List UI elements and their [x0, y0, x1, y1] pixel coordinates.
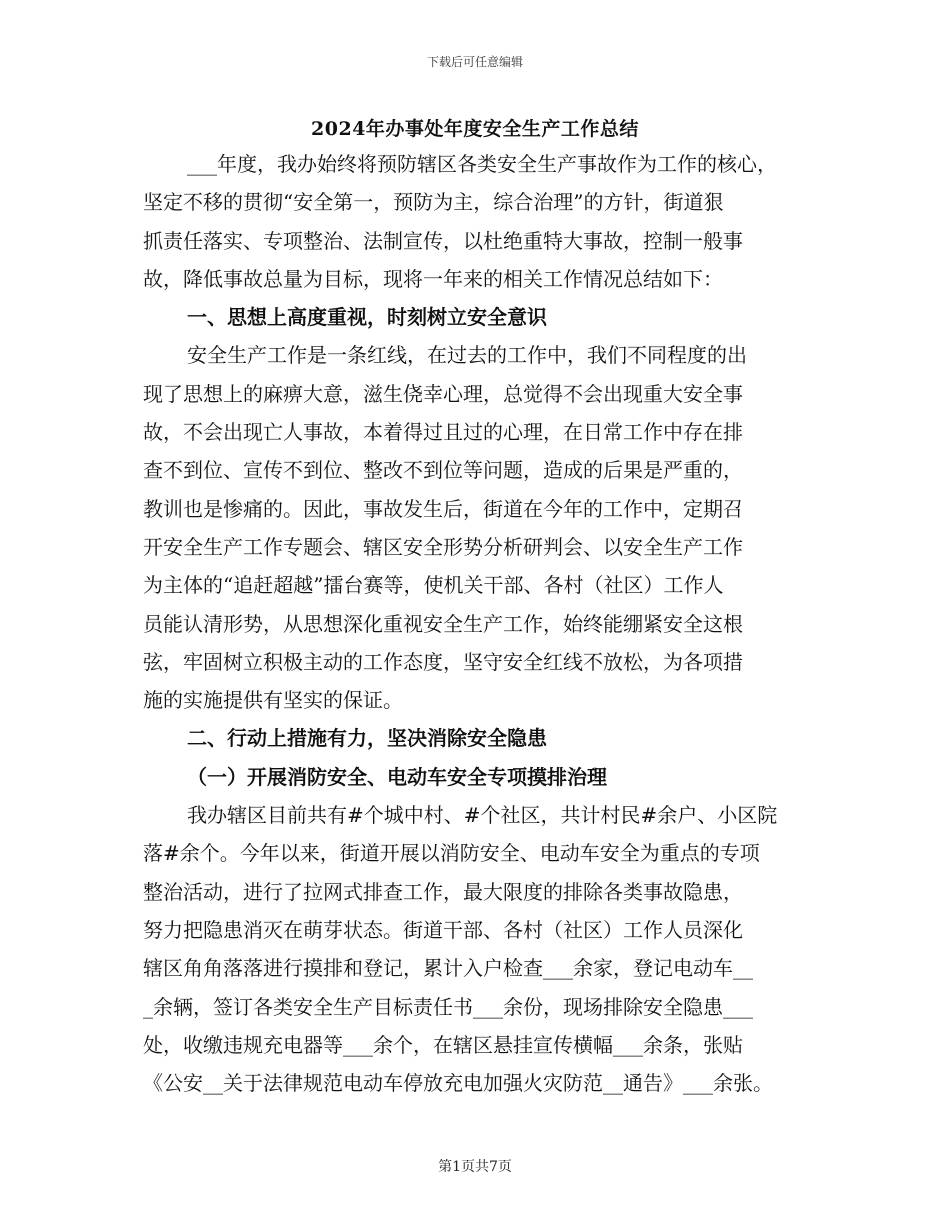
body-line: 施的实施提供有坚实的保证。: [143, 688, 403, 713]
section-heading-1: 一、思想上高度重视，时刻树立安全意识: [187, 305, 547, 330]
page-header-note: 下载后可任意编辑: [426, 55, 523, 69]
body-line: _余辆，签订各类安全生产目标责任书___余份，现场排除安全隐患___: [143, 994, 753, 1019]
body-line: 努力把隐患消灭在萌芽状态。街道干部、各村（社区）工作人员深化: [143, 917, 743, 942]
body-line: 抓责任落实、专项整治、法制宣传，以杜绝重特大事故，控制一般事: [143, 228, 743, 253]
body-line: ___年度，我办始终将预防辖区各类安全生产事故作为工作的核心，: [187, 152, 777, 176]
body-line: 弦，牢固树立积极主动的工作态度，坚守安全红线不放松，为各项措: [143, 649, 743, 674]
body-line: 查不到位、宣传不到位、整改不到位等问题，造成的后果是严重的，: [143, 458, 743, 483]
body-line: 坚定不移的贯彻“安全第一，预防为主，综合治理”的方针，街道狠: [143, 190, 724, 215]
section-heading-2: 二、行动上措施有力，坚决消除安全隐患: [187, 726, 547, 751]
body-line: 安全生产工作是一条红线，在过去的工作中，我们不同程度的出: [187, 343, 747, 368]
page-number: 第1页共7页: [438, 1159, 512, 1175]
body-line: 辖区角角落落进行摸排和登记，累计入户检查___余家，登记电动车__: [143, 956, 753, 981]
body-line: 处，收缴违规充电器等___余个，在辖区悬挂宣传横幅___余条，张贴: [143, 1032, 743, 1057]
body-line: 教训也是惨痛的。因此，事故发生后，街道在今年的工作中，定期召: [143, 496, 743, 521]
body-line: 故，降低事故总量为目标，现将一年来的相关工作情况总结如下：: [143, 266, 723, 291]
body-line: 我办辖区目前共有#个城中村、#个社区，共计村民#余户、小区院: [187, 803, 778, 828]
body-line: 《公安__关于法律规范电动车停放充电加强火灾防范__通告》___余张。: [143, 1071, 773, 1096]
body-line: 现了思想上的麻痹大意，滋生侥幸心理，总觉得不会出现重大安全事: [143, 381, 743, 406]
body-line: 整治活动，进行了拉网式排查工作，最大限度的排除各类事故隐患，: [143, 879, 743, 904]
body-line: 落#余个。今年以来，街道开展以消防安全、电动车安全为重点的专项: [143, 841, 760, 866]
document-body: [143, 145, 823, 1102]
document-title: 2024年办事处年度安全生产工作总结: [311, 118, 639, 140]
body-line: 故，不会出现亡人事故，本着得过且过的心理，在日常工作中存在排: [143, 420, 743, 445]
body-line: 开安全生产工作专题会、辖区安全形势分析研判会、以安全生产工作: [143, 534, 743, 559]
subsection-heading-1: （一）开展消防安全、电动车安全专项摸排治理: [187, 764, 607, 789]
body-line: 为主体的“追赶超越”擂台赛等，使机关干部、各村（社区）工作人: [143, 573, 724, 598]
body-line: 员能认清形势，从思想深化重视安全生产工作，始终能绷紧安全这根: [143, 611, 743, 636]
